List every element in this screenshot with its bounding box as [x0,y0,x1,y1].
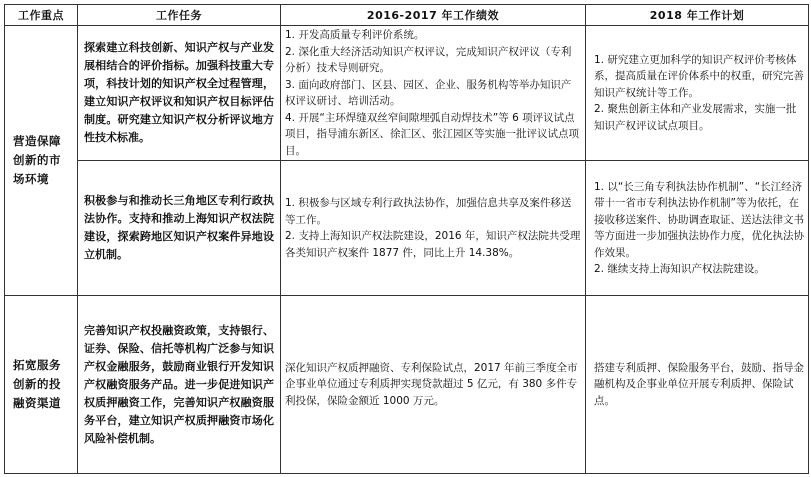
table-row [5,296,809,474]
header-performance: 2016-2017 年工作绩效 [281,5,586,26]
table-row [5,26,809,161]
performance-item: 1. 开发高质量专利评价系统。 [285,29,425,41]
plan-item: 1. 以“长三角专利执法协作机制”、“长江经济带十一省市专利执法协作机制”等为依托，在接收移送案件、协助调查取证、送达法律文书等方面进一步加强执法协作力度，优化执法协作效果。 [594,180,804,259]
work-plan-table [4,4,809,474]
plan-item: 2. 聚焦创新主体和产业发展需求，实施一批知识产权评议试点项目。 [594,103,797,132]
plan-cell [586,296,809,474]
plan-cell [586,26,809,161]
focus-cell: 营造保障创新的市场环境 [5,26,78,296]
performance-item: 2. 深化重大经济活动知识产权评议，完成知识产权评议（专利分析）技术导则研究。 [285,45,572,74]
performance-item: 2. 支持上海知识产权法院建设，2016 年，知识产权法院共受理各类知识产权案件 1877 件，同比上升 14.38%。 [285,230,581,259]
header-task: 工作任务 [78,5,281,26]
plan-item: 2. 继续支持上海知识产权法院建设。 [594,263,765,275]
performance-item: 1. 积极参与区域专利行政执法协作，加强信息共享及案件移送等工作。 [285,197,572,226]
task-cell: 探索建立科技创新、知识产权与产业发展相结合的评价指标。加强科技重大专项，科技计划的知识产权全过程管理，建立知识产权评议和知识产权目标评估制度。研究建立知识产权分析评议地方性技术标准。 [78,26,281,161]
performance-item: 4. 开展“主环焊缝双丝窄间隙埋弧自动焊技术”等 6 项评议试点项目，指导浦东新区、徐汇区、张江园区等实施一批评议试点项目。 [285,111,579,157]
table-row [5,161,809,296]
plan-cell [586,161,809,296]
performance-item: 深化知识产权质押融资、专利保险试点，2017 年前三季度全市企事业单位通过专利质押实现贷款超过 5 亿元，有 380 多件专利投保，保险金额近 1000 万元。 [285,361,578,407]
performance-cell [281,26,586,161]
plan-item: 搭建专利质押、保险服务平台，鼓励、指导金融机构及企事业单位开展专利质押、保险试点。 [594,361,804,407]
header-focus: 工作重点 [5,5,78,26]
plan-item: 1. 研究建立更加科学的知识产权评价考核体系，提高质量在评价体系中的权重，研究完善知识产权统计等工作。 [594,53,804,99]
performance-cell [281,161,586,296]
header-plan: 2018 年工作计划 [586,5,809,26]
task-cell: 完善知识产权投融资政策，支持银行、证券、保险、信托等机构广泛参与知识产权金融服务，鼓励商业银行开发知识产权融资服务产品。进一步促进知识产权质押融资工作，完善知识产权融资服务平台，建立知识产权质押融资市场化风险补偿机制。 [78,296,281,474]
performance-item: 3. 面向政府部门、区县、园区、企业、服务机构等举办知识产权评议研讨、培训活动。 [285,78,572,107]
header-row [5,5,809,26]
performance-cell [281,296,586,474]
focus-cell: 拓宽服务创新的投融资渠道 [5,296,78,474]
task-cell: 积极参与和推动长三角地区专利行政执法协作。支持和推动上海知识产权法院建设，探索跨地区知识产权案件异地设立机制。 [78,161,281,296]
